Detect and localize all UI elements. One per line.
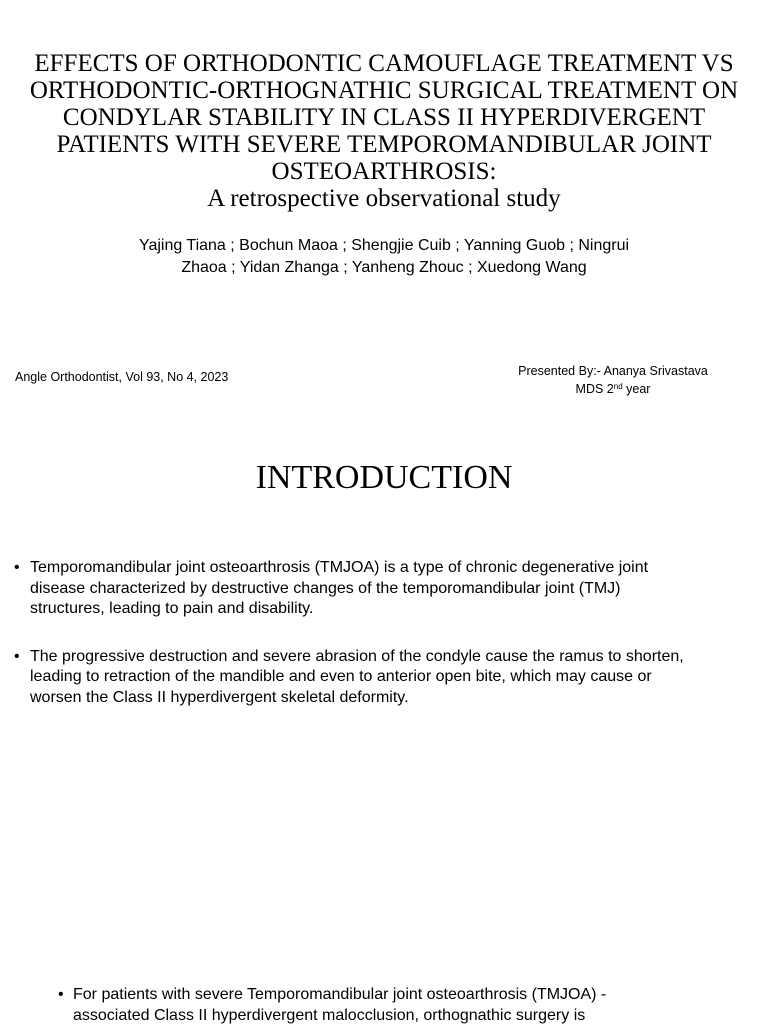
- bullet-marker: •: [58, 985, 64, 1006]
- subtitle: A retrospective observational study: [10, 185, 758, 212]
- introduction-bullet-list: [14, 558, 758, 708]
- bullet-marker: •: [14, 647, 20, 668]
- bullet-text-line: For patients with severe Temporomandibular joint osteoarthrosis (TMJOA) -: [73, 985, 768, 1006]
- presenter-info: [498, 362, 728, 398]
- bullet-text-line: associated Class II hyperdivergent malocclusion, orthognathic surgery is: [73, 1006, 768, 1026]
- journal-citation: Angle Orthodontist, Vol 93, No 4, 2023: [15, 370, 228, 384]
- degree-ordinal: nd: [614, 382, 623, 391]
- bullet-text-line: disease characterized by destructive changes of the temporomandibular joint (TMJ): [30, 579, 758, 600]
- title-line: PATIENTS WITH SEVERE TEMPOROMANDIBULAR JOINT: [10, 131, 758, 158]
- section-heading-introduction: INTRODUCTION: [0, 458, 768, 498]
- presenter-degree: [498, 380, 728, 398]
- bullet-text-line: The progressive destruction and severe abrasion of the condyle cause the ramus to shorten,: [30, 647, 758, 668]
- bullet-text-line: leading to retraction of the mandible and even to anterior open bite, which may cause or: [30, 667, 758, 688]
- paper-title: [10, 50, 758, 212]
- bullet-item: [14, 558, 758, 620]
- degree-suffix: year: [623, 382, 651, 396]
- title-line: OSTEOARTHROSIS:: [10, 158, 758, 185]
- author-line: Yajing Tiana ; Bochun Maoa ; Shengjie Cuib ; Yanning Guob ; Ningrui: [60, 235, 708, 257]
- degree-prefix: MDS 2: [576, 382, 614, 396]
- cutoff-bullet-item: [58, 985, 768, 1026]
- bullet-marker: •: [14, 558, 20, 579]
- title-line: CONDYLAR STABILITY IN CLASS II HYPERDIVERGENT: [10, 104, 758, 131]
- bullet-text-line: structures, leading to pain and disability.: [30, 599, 758, 620]
- title-line: ORTHODONTIC-ORTHOGNATHIC SURGICAL TREATMENT ON: [10, 77, 758, 104]
- author-line: Zhaoa ; Yidan Zhanga ; Yanheng Zhouc ; Xuedong Wang: [60, 257, 708, 279]
- title-line: EFFECTS OF ORTHODONTIC CAMOUFLAGE TREATMENT VS: [10, 50, 758, 77]
- bullet-text-line: Temporomandibular joint osteoarthrosis (TMJOA) is a type of chronic degenerative joint: [30, 558, 758, 579]
- bullet-text-line: worsen the Class II hyperdivergent skeletal deformity.: [30, 688, 758, 709]
- presenter-name: Presented By:- Ananya Srivastava: [498, 362, 728, 380]
- author-list: [60, 235, 708, 279]
- bullet-item: [14, 647, 758, 709]
